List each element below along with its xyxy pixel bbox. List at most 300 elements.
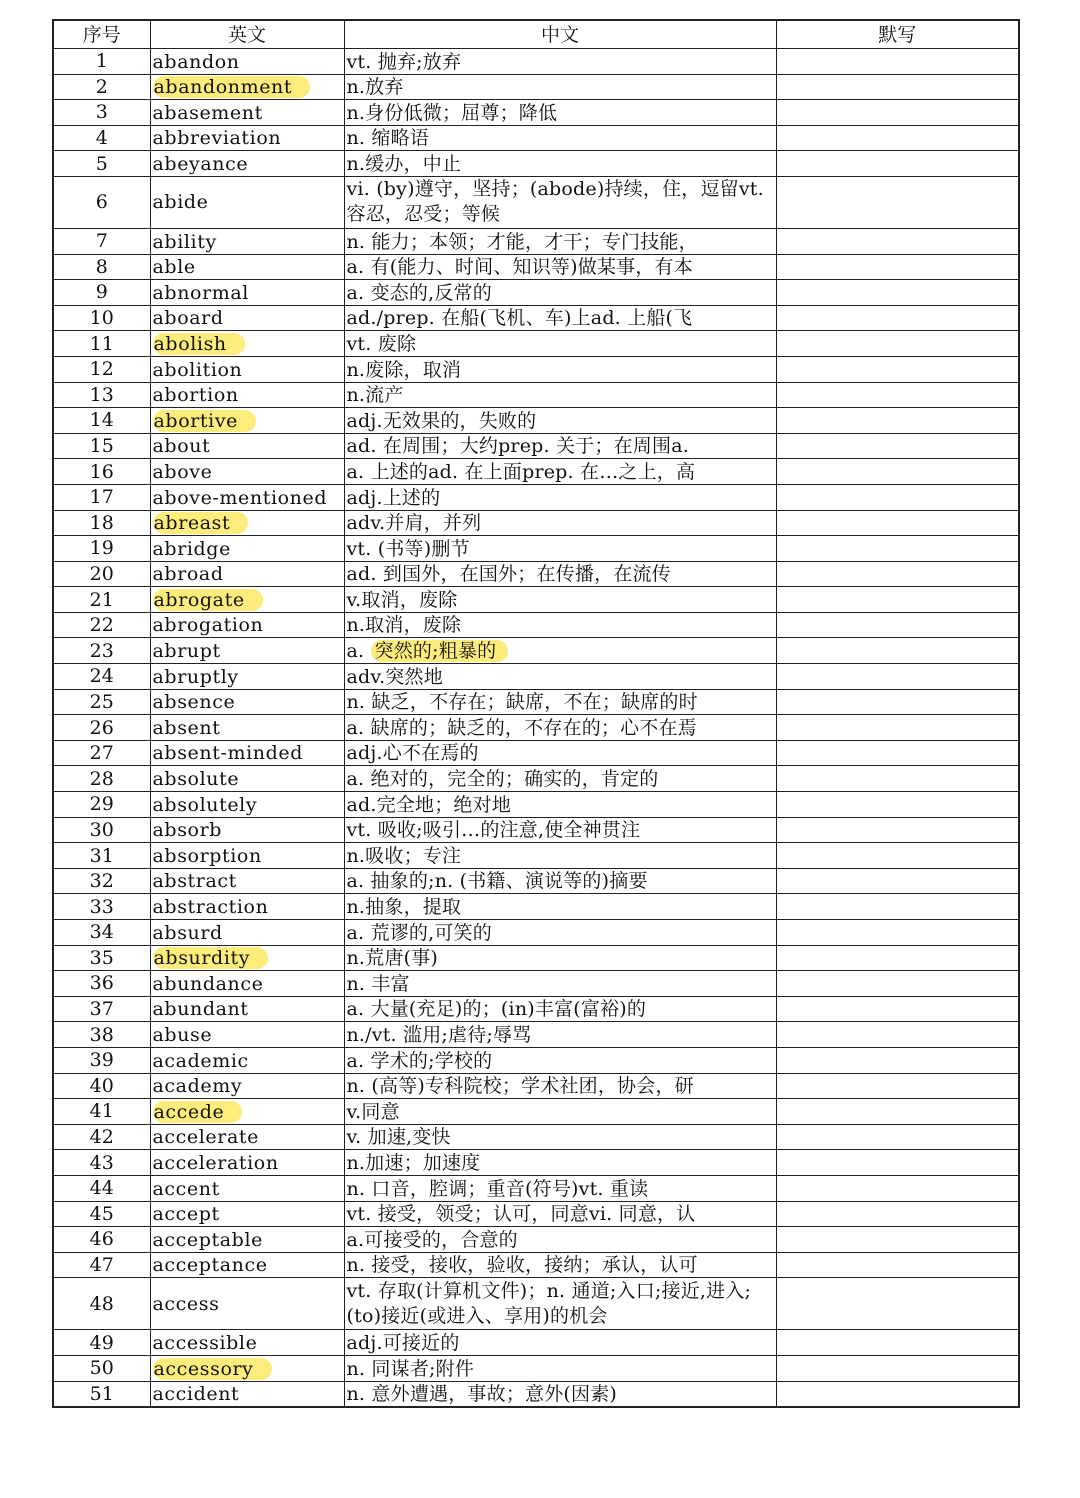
row-index: 28 xyxy=(53,766,150,792)
chinese-meaning: n. 缩略语 xyxy=(346,127,430,150)
dictation-cell[interactable] xyxy=(776,1099,1019,1125)
table-row xyxy=(53,792,1019,818)
english-word: abeyance xyxy=(152,152,249,175)
chinese-meaning: n. 接受，接收，验收，接纳；承认，认可 xyxy=(346,1254,698,1277)
row-index: 19 xyxy=(53,536,150,562)
chinese-meaning: n. 口音，腔调；重音(符号)vt. 重读 xyxy=(346,1177,649,1200)
english-word: able xyxy=(152,256,196,279)
chinese-meaning-cell xyxy=(344,1201,776,1227)
row-index: 42 xyxy=(53,1124,150,1150)
english-word-cell xyxy=(150,996,344,1022)
dictation-cell[interactable] xyxy=(776,382,1019,408)
row-index: 36 xyxy=(53,971,150,997)
chinese-meaning-cell xyxy=(344,1150,776,1176)
row-index: 37 xyxy=(53,996,150,1022)
chinese-meaning-cell xyxy=(344,176,776,228)
dictation-cell[interactable] xyxy=(776,766,1019,792)
chinese-meaning: v.同意 xyxy=(346,1100,400,1123)
table-row xyxy=(53,587,1019,613)
table-row xyxy=(53,971,1019,997)
highlighted-english-word: abandonment xyxy=(153,76,311,98)
english-word: absurd xyxy=(152,921,223,944)
chinese-meaning-cell xyxy=(344,868,776,894)
row-index: 33 xyxy=(53,894,150,920)
row-index: 26 xyxy=(53,715,150,741)
highlighted-english-word: absurdity xyxy=(153,947,269,969)
highlighted-english-word: abortive xyxy=(153,410,257,432)
highlighted-english-word: accessory xyxy=(153,1358,272,1380)
header-dictation: 默写 xyxy=(776,20,1019,49)
table-row xyxy=(53,1073,1019,1099)
english-word: academic xyxy=(152,1049,249,1072)
english-word-cell xyxy=(150,638,344,664)
dictation-cell[interactable] xyxy=(776,1047,1019,1073)
chinese-meaning: a. 绝对的，完全的；确实的，肯定的 xyxy=(346,768,659,791)
row-index: 15 xyxy=(53,433,150,459)
dictation-cell[interactable] xyxy=(776,792,1019,818)
dictation-cell[interactable] xyxy=(776,433,1019,459)
row-index: 38 xyxy=(53,1022,150,1048)
chinese-meaning-cell xyxy=(344,1227,776,1253)
chinese-meaning: a. 荒谬的,可笑的 xyxy=(346,921,492,944)
chinese-meaning: vt. (书等)删节 xyxy=(346,537,470,560)
english-word-cell xyxy=(150,1252,344,1278)
table-row xyxy=(53,766,1019,792)
english-word: accessible xyxy=(152,1331,258,1354)
chinese-meaning-cell xyxy=(344,1381,776,1407)
english-word-cell xyxy=(150,74,344,100)
dictation-cell[interactable] xyxy=(776,484,1019,510)
row-index: 4 xyxy=(53,125,150,151)
chinese-meaning: a. 缺席的；缺乏的，不存在的；心不在焉 xyxy=(346,716,697,739)
english-word: abridge xyxy=(152,537,231,560)
row-index: 31 xyxy=(53,843,150,869)
english-word-cell xyxy=(150,1278,344,1330)
table-row xyxy=(53,1150,1019,1176)
dictation-cell[interactable] xyxy=(776,1252,1019,1278)
dictation-cell[interactable] xyxy=(776,868,1019,894)
dictation-cell[interactable] xyxy=(776,536,1019,562)
english-word-cell xyxy=(150,1150,344,1176)
table-row xyxy=(53,664,1019,690)
vocabulary-table xyxy=(52,19,1020,1408)
table-row xyxy=(53,1047,1019,1073)
dictation-cell[interactable] xyxy=(776,843,1019,869)
table-row xyxy=(53,715,1019,741)
dictation-cell[interactable] xyxy=(776,1330,1019,1356)
chinese-meaning-cell xyxy=(344,536,776,562)
row-index: 1 xyxy=(53,49,150,75)
table-row xyxy=(53,612,1019,638)
chinese-meaning-cell xyxy=(344,510,776,536)
chinese-meaning-cell xyxy=(344,766,776,792)
english-word: acceptance xyxy=(152,1254,268,1277)
chinese-meaning-cell xyxy=(344,280,776,306)
table-row xyxy=(53,1381,1019,1407)
table-row xyxy=(53,433,1019,459)
row-index: 17 xyxy=(53,484,150,510)
table-row xyxy=(53,1124,1019,1150)
chinese-meaning-cell xyxy=(344,125,776,151)
chinese-meaning-cell xyxy=(344,382,776,408)
table-row xyxy=(53,945,1019,971)
english-word: abandon xyxy=(152,50,240,73)
chinese-meaning-cell xyxy=(344,971,776,997)
row-index: 51 xyxy=(53,1381,150,1407)
chinese-meaning-cell xyxy=(344,228,776,254)
dictation-cell[interactable] xyxy=(776,510,1019,536)
dictation-cell[interactable] xyxy=(776,228,1019,254)
english-word: above xyxy=(152,460,213,483)
english-word-cell xyxy=(150,920,344,946)
dictation-cell[interactable] xyxy=(776,612,1019,638)
row-index: 25 xyxy=(53,689,150,715)
english-word: abolition xyxy=(152,358,243,381)
english-word-cell xyxy=(150,49,344,75)
english-word: abuse xyxy=(152,1023,213,1046)
chinese-meaning-cell xyxy=(344,843,776,869)
english-word-cell xyxy=(150,459,344,485)
table-row xyxy=(53,1201,1019,1227)
dictation-cell[interactable] xyxy=(776,125,1019,151)
chinese-meaning-cell xyxy=(344,408,776,434)
english-word-cell xyxy=(150,1330,344,1356)
dictation-cell[interactable] xyxy=(776,587,1019,613)
table-row xyxy=(53,331,1019,357)
chinese-meaning: n.加速；加速度 xyxy=(346,1151,481,1174)
english-word-cell xyxy=(150,766,344,792)
english-word-cell xyxy=(150,408,344,434)
chinese-meaning-cell xyxy=(344,356,776,382)
dictation-cell[interactable] xyxy=(776,1355,1019,1381)
english-word: about xyxy=(152,435,211,458)
dictation-cell[interactable] xyxy=(776,1227,1019,1253)
chinese-meaning: n. 缺乏，不存在；缺席，不在；缺席的时 xyxy=(346,691,698,714)
english-word: abundant xyxy=(152,998,249,1021)
english-word-cell xyxy=(150,1022,344,1048)
chinese-meaning: n. 意外遭遇，事故；意外(因素) xyxy=(346,1383,618,1406)
english-word: abrogation xyxy=(152,614,264,637)
chinese-meaning: n.吸收；专注 xyxy=(346,844,462,867)
english-word-cell xyxy=(150,1227,344,1253)
english-word: ability xyxy=(152,230,217,253)
table-row xyxy=(53,125,1019,151)
english-word: abroad xyxy=(152,563,224,586)
chinese-meaning: a. 学术的;学校的 xyxy=(346,1049,493,1072)
english-word-cell xyxy=(150,612,344,638)
row-index: 16 xyxy=(53,459,150,485)
english-word: aboard xyxy=(152,307,224,330)
table-row xyxy=(53,49,1019,75)
highlighted-english-word: abolish xyxy=(153,333,245,355)
english-word-cell xyxy=(150,484,344,510)
english-word-cell xyxy=(150,894,344,920)
row-index: 5 xyxy=(53,151,150,177)
chinese-meaning: ad. 在周围；大约prep. 关于；在周围a. xyxy=(346,435,689,458)
dictation-cell[interactable] xyxy=(776,1381,1019,1407)
chinese-meaning-cell xyxy=(344,920,776,946)
chinese-meaning: a. xyxy=(346,640,371,663)
table-row xyxy=(53,817,1019,843)
row-index: 9 xyxy=(53,280,150,306)
table-row xyxy=(53,228,1019,254)
row-index: 6 xyxy=(53,176,150,228)
dictation-cell[interactable] xyxy=(776,561,1019,587)
chinese-meaning: a. 上述的ad. 在上面prep. 在…之上，高 xyxy=(346,460,696,483)
chinese-meaning: vt. 废除 xyxy=(346,332,417,355)
chinese-meaning-cell xyxy=(344,1073,776,1099)
chinese-meaning-cell xyxy=(344,740,776,766)
chinese-meaning-cell xyxy=(344,74,776,100)
chinese-meaning: a. 抽象的;n. (书籍、演说等的)摘要 xyxy=(346,870,648,893)
dictation-cell[interactable] xyxy=(776,49,1019,75)
english-word-cell xyxy=(150,305,344,331)
highlighted-english-word: abrogate xyxy=(153,589,263,611)
english-word: abasement xyxy=(152,101,263,124)
row-index: 3 xyxy=(53,100,150,126)
table-row xyxy=(53,510,1019,536)
dictation-cell[interactable] xyxy=(776,817,1019,843)
dictation-cell[interactable] xyxy=(776,408,1019,434)
dictation-cell[interactable] xyxy=(776,151,1019,177)
english-word: above-mentioned xyxy=(152,486,328,509)
chinese-meaning-cell xyxy=(344,587,776,613)
chinese-meaning-cell xyxy=(344,433,776,459)
chinese-meaning-cell xyxy=(344,1099,776,1125)
header-chinese: 中文 xyxy=(344,20,776,49)
table-row xyxy=(53,843,1019,869)
english-word-cell xyxy=(150,1381,344,1407)
chinese-meaning: vt. 存取(计算机文件)；n. 通道;入口;接近,进入;(to)接近(或进入、享用)的机会 xyxy=(346,1279,752,1327)
table-row xyxy=(53,408,1019,434)
row-index: 34 xyxy=(53,920,150,946)
chinese-meaning-cell xyxy=(344,561,776,587)
english-word: acceptable xyxy=(152,1228,263,1251)
dictation-cell[interactable] xyxy=(776,971,1019,997)
dictation-cell[interactable] xyxy=(776,664,1019,690)
row-index: 30 xyxy=(53,817,150,843)
dictation-cell[interactable] xyxy=(776,459,1019,485)
chinese-meaning: a.可接受的，合意的 xyxy=(346,1228,518,1251)
english-word: absorb xyxy=(152,819,223,842)
table-row xyxy=(53,305,1019,331)
chinese-meaning-cell xyxy=(344,484,776,510)
english-word: abstraction xyxy=(152,896,269,918)
row-index: 47 xyxy=(53,1252,150,1278)
dictation-cell[interactable] xyxy=(776,689,1019,715)
chinese-meaning: vt. 接受，领受；认可，同意vi. 同意，认 xyxy=(346,1203,696,1226)
row-index: 7 xyxy=(53,228,150,254)
header-row xyxy=(53,20,1019,49)
chinese-meaning: a. 有(能力、时间、知识等)做某事，有本 xyxy=(346,256,693,279)
english-word-cell xyxy=(150,1047,344,1073)
chinese-meaning: n.放弃 xyxy=(346,76,404,99)
dictation-cell[interactable] xyxy=(776,254,1019,280)
chinese-meaning: adj.无效果的，失败的 xyxy=(346,409,537,432)
row-index: 18 xyxy=(53,510,150,536)
table-row xyxy=(53,254,1019,280)
english-word-cell xyxy=(150,1175,344,1201)
row-index: 32 xyxy=(53,868,150,894)
row-index: 2 xyxy=(53,74,150,100)
chinese-meaning-cell xyxy=(344,1278,776,1330)
english-word-cell xyxy=(150,1355,344,1381)
english-word: abide xyxy=(152,191,209,214)
english-word-cell xyxy=(150,331,344,357)
chinese-meaning-cell xyxy=(344,1047,776,1073)
chinese-meaning: adv.并肩，并列 xyxy=(346,512,482,535)
row-index: 50 xyxy=(53,1355,150,1381)
dictation-cell[interactable] xyxy=(776,1175,1019,1201)
dictation-cell[interactable] xyxy=(776,1073,1019,1099)
highlighted-chinese-meaning: 突然的;粗暴的 xyxy=(371,640,509,662)
english-word-cell xyxy=(150,792,344,818)
chinese-meaning-cell xyxy=(344,638,776,664)
row-index: 23 xyxy=(53,638,150,664)
chinese-meaning: n.废除，取消 xyxy=(346,358,462,381)
chinese-meaning-cell xyxy=(344,1022,776,1048)
dictation-cell[interactable] xyxy=(776,74,1019,100)
english-word-cell xyxy=(150,254,344,280)
dictation-cell[interactable] xyxy=(776,945,1019,971)
table-row xyxy=(53,638,1019,664)
row-index: 40 xyxy=(53,1073,150,1099)
chinese-meaning: n. 同谋者;附件 xyxy=(346,1357,475,1380)
table-row xyxy=(53,151,1019,177)
table-row xyxy=(53,536,1019,562)
english-word-cell xyxy=(150,510,344,536)
table-row xyxy=(53,1252,1019,1278)
english-word: accident xyxy=(152,1383,240,1406)
chinese-meaning: adv.突然地 xyxy=(346,665,443,688)
english-word: abbreviation xyxy=(152,127,282,150)
table-row xyxy=(53,100,1019,126)
chinese-meaning: v.取消，废除 xyxy=(346,588,458,611)
english-word: absence xyxy=(152,691,236,714)
english-word: absolutely xyxy=(152,793,258,816)
english-word-cell xyxy=(150,664,344,690)
english-word-cell xyxy=(150,1124,344,1150)
table-row xyxy=(53,382,1019,408)
dictation-cell[interactable] xyxy=(776,176,1019,228)
table-row xyxy=(53,1278,1019,1330)
chinese-meaning-cell xyxy=(344,715,776,741)
table-row xyxy=(53,1022,1019,1048)
row-index: 45 xyxy=(53,1201,150,1227)
table-row xyxy=(53,996,1019,1022)
dictation-cell[interactable] xyxy=(776,920,1019,946)
dictation-cell[interactable] xyxy=(776,1278,1019,1330)
chinese-meaning: v. 加速,变快 xyxy=(346,1126,451,1149)
dictation-cell[interactable] xyxy=(776,280,1019,306)
dictation-cell[interactable] xyxy=(776,638,1019,664)
english-word-cell xyxy=(150,228,344,254)
english-word-cell xyxy=(150,1201,344,1227)
dictation-cell[interactable] xyxy=(776,715,1019,741)
english-word-cell xyxy=(150,587,344,613)
english-word-cell xyxy=(150,356,344,382)
chinese-meaning-cell xyxy=(344,1175,776,1201)
table-row xyxy=(53,920,1019,946)
english-word: accelerate xyxy=(152,1126,259,1149)
chinese-meaning: a. 变态的,反常的 xyxy=(346,281,492,304)
chinese-meaning: n. 丰富 xyxy=(346,972,410,995)
chinese-meaning: adj.上述的 xyxy=(346,486,441,509)
row-index: 27 xyxy=(53,740,150,766)
dictation-cell[interactable] xyxy=(776,331,1019,357)
dictation-cell[interactable] xyxy=(776,305,1019,331)
table-row xyxy=(53,740,1019,766)
english-word: access xyxy=(152,1292,220,1315)
row-index: 44 xyxy=(53,1175,150,1201)
table-row xyxy=(53,280,1019,306)
dictation-cell[interactable] xyxy=(776,1150,1019,1176)
chinese-meaning: vi. (by)遵守，坚持；(abode)持续，住，逗留vt. 容忍，忍受；等候 xyxy=(346,178,764,226)
row-index: 35 xyxy=(53,945,150,971)
chinese-meaning-cell xyxy=(344,1252,776,1278)
chinese-meaning-cell xyxy=(344,792,776,818)
table-row xyxy=(53,1175,1019,1201)
english-word-cell xyxy=(150,561,344,587)
english-word-cell xyxy=(150,536,344,562)
table-row xyxy=(53,176,1019,228)
row-index: 8 xyxy=(53,254,150,280)
chinese-meaning: n. (高等)专科院校；学术社团，协会，研 xyxy=(346,1075,694,1098)
table-row xyxy=(53,1355,1019,1381)
chinese-meaning: n.抽象，提取 xyxy=(346,896,462,918)
table-row xyxy=(53,484,1019,510)
chinese-meaning: n. 能力；本领；才能，才干；专门技能， xyxy=(346,230,698,253)
chinese-meaning: vt. 抛弃;放弃 xyxy=(346,50,462,73)
chinese-meaning: n.缓办，中止 xyxy=(346,152,462,175)
dictation-cell[interactable] xyxy=(776,1201,1019,1227)
chinese-meaning: a. 大量(充足)的；(in)丰富(富裕)的 xyxy=(346,998,647,1021)
chinese-meaning-cell xyxy=(344,151,776,177)
chinese-meaning: adj.心不在焉的 xyxy=(346,742,479,765)
table-row xyxy=(53,561,1019,587)
chinese-meaning-cell xyxy=(344,254,776,280)
row-index: 49 xyxy=(53,1330,150,1356)
row-index: 13 xyxy=(53,382,150,408)
header-english: 英文 xyxy=(150,20,344,49)
dictation-cell[interactable] xyxy=(776,100,1019,126)
dictation-cell[interactable] xyxy=(776,740,1019,766)
english-word-cell xyxy=(150,945,344,971)
english-word-cell xyxy=(150,689,344,715)
english-word-cell xyxy=(150,868,344,894)
chinese-meaning: ad./prep. 在船(飞机、车)上ad. 上船(飞 xyxy=(346,307,693,330)
english-word: absent-minded xyxy=(152,742,303,765)
dictation-cell[interactable] xyxy=(776,1022,1019,1048)
english-word-cell xyxy=(150,100,344,126)
chinese-meaning-cell xyxy=(344,945,776,971)
dictation-cell[interactable] xyxy=(776,1124,1019,1150)
chinese-meaning-cell xyxy=(344,1124,776,1150)
highlighted-english-word: accede xyxy=(153,1101,243,1123)
dictation-cell[interactable] xyxy=(776,356,1019,382)
chinese-meaning: vt. 吸收;吸引…的注意,使全神贯注 xyxy=(346,819,641,842)
chinese-meaning-cell xyxy=(344,664,776,690)
dictation-cell[interactable] xyxy=(776,996,1019,1022)
chinese-meaning-cell xyxy=(344,1330,776,1356)
chinese-meaning: ad. 到国外，在国外；在传播，在流传 xyxy=(346,563,671,586)
chinese-meaning: n.荒唐(事) xyxy=(346,947,439,970)
row-index: 48 xyxy=(53,1278,150,1330)
chinese-meaning: n./vt. 滥用;虐待;辱骂 xyxy=(346,1023,532,1046)
dictation-cell[interactable] xyxy=(776,894,1019,920)
english-word: absolute xyxy=(152,768,240,791)
chinese-meaning-cell xyxy=(344,689,776,715)
